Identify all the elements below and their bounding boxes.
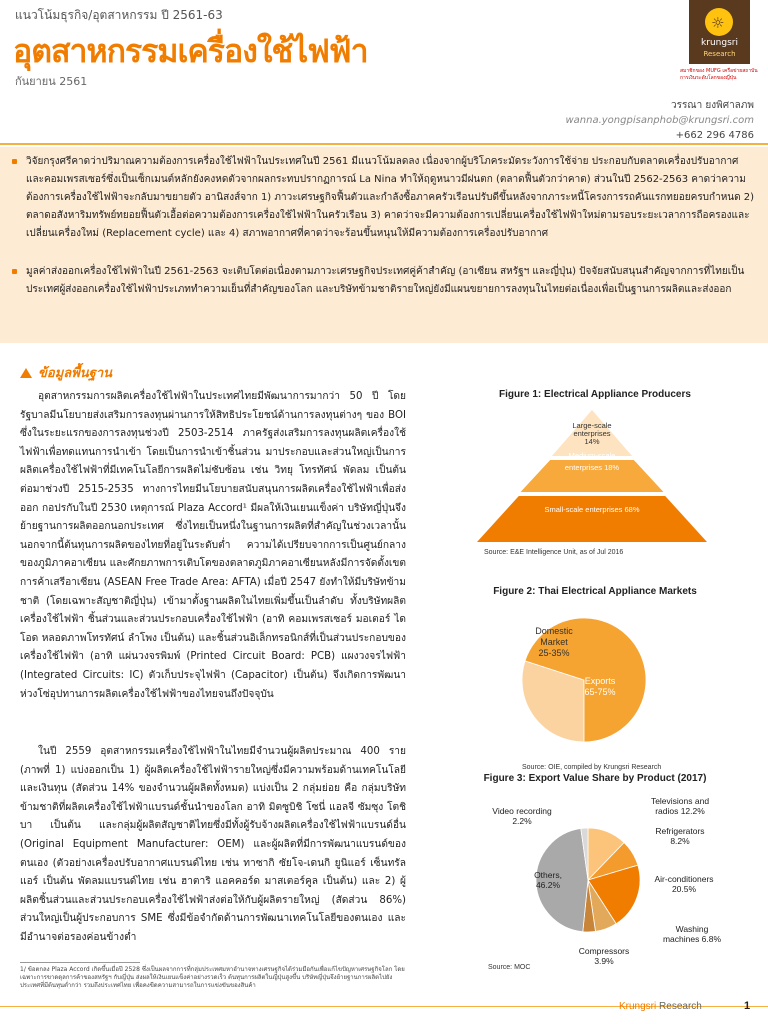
pyramid-label: enterprises xyxy=(573,429,611,438)
pie-label: Televisions and radios 12.2% xyxy=(650,796,710,816)
section-heading: ข้อมูลพื้นฐาน xyxy=(20,362,112,383)
page-number: 1 xyxy=(744,1000,751,1012)
pie-label: Air-conditioners 20.5% xyxy=(654,874,714,894)
pie-label: Video recording 2.2% xyxy=(492,806,552,826)
triangle-icon xyxy=(20,368,32,378)
author-block xyxy=(565,98,754,143)
body-paragraph: ในปี 2559 อุตสาหกรรมเครื่องใช้ไฟฟ้าในไทยมีจำนวนผู้ผลิตประมาณ 400 ราย (ภาพที่ 1) แบ่งออกเป็น 1) ผู้ผลิตเครื่องใช้ไฟฟ้ารายใหญ่ซึ่งมีความพร้อมด้านเทคโนโลยีและเงินทุน (สัดส่วน 14% ของจำนวนผู้ผลิตทั้งหมด) แบ่งเป็น 2 กลุ่มย่อย คือ กลุ่มบริษัทข้ามชาติที่ผลิตเครื่องใช้ไฟฟ้าแบรนด์ชั้นนำของโลก อาทิ มิตซูบิชิ โซนี่ แอลจี ซัมซุง โตชิบา เป็นต้น และกลุ่มผู้ผลิตสัญชาติไทยซึ่งมีทั้งผู้รับจ้างผลิตเครื่องใช้ไฟฟ้าแบรนด์อื่น (Original Equipment Manufacturer: OEM) และผู้ผลิตที่มีการพัฒนาแบรนด์ของตนเอง (ตัวอย่างเครื่องปรับอากาศแบรนด์ไทย เช่น ทาซากิ ซัยโจ-เดนกิ ยูนิแอร์ เซ็นทรัลแอร์ เป็นต้น พัดลมแบรนด์ไทย เช่น ฮาตาริ แอคคอร์ด มาสเตอร์คูล เป็นต้น) และ 2) ผู้ผลิตชิ้นส่วนและส่วนประกอบเครื่องใช้ไฟฟ้าส่งต่อให้กับผู้ผลิตรายใหญ่ (สัดส่วน 86%) ส่วนใหญ่เป็นผู้ประกอบการ SME ซึ่งมีข้อจำกัดด้านการพัฒนาเทคโนโลยีของตนเอง และมีอำนาจต่อรองค่อนข้างต่ำ xyxy=(20,746,406,943)
summary-box xyxy=(0,147,768,343)
pyramid-label: Large-scale xyxy=(572,421,612,430)
figure-3-pie xyxy=(480,790,768,975)
pyramid-tier-3 xyxy=(477,496,707,542)
mufg-tagline: สมาชิกของ MUFG เครือข่ายสถาบันการเงินระดับโลกของญี่ปุ่น xyxy=(680,68,758,81)
footnote-divider xyxy=(20,962,140,963)
author-name: วรรณา ยงพิศาลภพ xyxy=(670,100,754,111)
pie-label: Refrigerators 8.2% xyxy=(655,826,705,846)
author-phone: +662 296 4786 xyxy=(675,130,754,141)
header-divider xyxy=(0,143,768,145)
author-email[interactable]: wanna.yongpisanphob@krungsri.com xyxy=(565,115,754,126)
bullet-icon xyxy=(12,269,17,274)
pyramid-label: 14% xyxy=(584,437,600,446)
krungsri-logo xyxy=(689,0,750,64)
figure-1-title: Figure 1: Electrical Appliance Producers xyxy=(499,389,691,400)
footnote: 1/ ข้อตกลง Plaza Accord เกิดขึ้นเมื่อปี 2528 ซึ่งเป็นผลจากการที่กลุ่มประเทศมหาอำนาจทางเศรษฐกิจได้ร่วมมือกันเพื่อแก้ไขปัญหาเศรษฐกิจโลก โดยเฉพาะการขาดดุลการค้าของสหรัฐฯ กับญี่ปุ่น ส่งผลให้เงินเยนแข็งค่าอย่างรวดเร็ว ต้นทุนการผลิตในญี่ปุ่นสูงขึ้น บริษัทญี่ปุ่นจึงย้ายฐานการผลิตไปยังประเทศที่มีต้นทุนต่ำกว่า รวมถึงประเทศไทย เพื่อคงขีดความสามารถในการแข่งขันของสินค้า xyxy=(20,966,405,989)
pie-label: Others, 46.2% xyxy=(534,870,562,890)
figure-2-title: Figure 2: Thai Electrical Appliance Markets xyxy=(493,586,697,597)
summary-text: มูลค่าส่งออกเครื่องใช้ไฟฟ้าในปี 2561-2563 จะเติบโตต่อเนื่องตามภาวะเศรษฐกิจประเทศคู่ค้าสำคัญ (อาเซียน สหรัฐฯ และญี่ปุ่น) ปัจจัยสนับสนุนสำคัญจากการที่ไทยเป็นประเทศผู้ส่งออกเครื่องใช้ไฟฟ้าประเภททำความเย็นที่สำคัญของโลก และบริษัทข้ามชาติรายใหญ่ยังมีแผนขยายการลงทุนในไทยต่อเนื่องเพื่อเป็นฐานการผลิตและส่งออก xyxy=(26,266,745,295)
logo-name: krungsri xyxy=(701,38,738,48)
pyramid-label: Small-scale enterprises 68% xyxy=(544,505,640,514)
figure-3-title: Figure 3: Export Value Share by Product (2017) xyxy=(483,773,707,784)
report-date: กันยายน 2561 xyxy=(15,75,88,88)
pyramid-label: Medium-scale xyxy=(568,451,616,460)
figure-1-pyramid xyxy=(450,408,750,548)
bullet-icon xyxy=(12,159,17,164)
krungsri-emblem-icon: ☼ xyxy=(705,8,733,36)
figure-2-pie xyxy=(500,604,680,764)
figure-2-source: Source: OIE, compiled by Krungsri Research xyxy=(522,764,662,771)
logo-sub: Research xyxy=(703,50,736,58)
page-title: อุตสาหกรรมเครื่องใช้ไฟฟ้า xyxy=(13,32,368,70)
report-series: แนวโน้มธุรกิจ/อุตสาหกรรม ปี 2561-63 xyxy=(15,8,223,22)
figure-3-source: Source: MOC xyxy=(488,964,531,971)
body-paragraph: อุตสาหกรรมการผลิตเครื่องใช้ไฟฟ้าในประเทศไทยมีพัฒนาการมากว่า 50 ปี โดยรัฐบาลมีนโยบายส่งเสริมการลงทุนผ่านการให้สิทธิประโยชน์ด้านการลงทุนต่างๆ ของ BOI ซึ่งในระยะแรกของการลงทุนช่วงปี 2503-2514 ภาครัฐส่งเสริมการลงทุนผลิตเครื่องใช้ไฟฟ้าเพื่อทดแทนการนำเข้า โดยเป็นการนำเข้าชิ้นส่วน มาประกอบและส่วนใหญ่เป็นการผลิตเครื่องใช้ไฟฟ้าที่มีเทคโนโลยีการผลิตไม่ซับซ้อน เช่น วิทยุ โทรทัศน์ พัดลม เป็นต้น ต่อมาช่วงปี 2515-2535 ทางการไทยมีนโยบายสนับสนุนการผลิตเครื่องใช้ไฟฟ้าเพื่อส่งออก กอปรกับในปี 2530 เหตุการณ์ Plaza Accord¹ มีผลให้เงินเยนแข็งค่า บริษัทญี่ปุ่นจึงย้ายฐานการผลิตออกนอกประเทศ ซึ่งไทยเป็นหนึ่งในฐานการผลิตที่สำคัญในช่วงเวลานั้น นอกจากนี้ต้นทุนการผลิตของไทยที่อยู่ในระดับต่ำ ความได้เปรียบจากการเป็นศูนย์กลางของภูมิภาคอาเซียน และศักยภาพการเติบโตของตลาดภูมิภาคอาเซียนหลังมีการจัดตั้งเขตการค้าเสรีอาเซียน (ASEAN Free Trade Area: AFTA) เมื่อปี 2547 ยังทำให้มีบริษัทข้ามชาติ (โดยเฉพาะสัญชาติญี่ปุ่น) เข้ามาตั้งฐานผลิตในไทยเพิ่มขึ้นเป็นลำดับ ทั้งบริษัทผลิตเครื่องใช้ไฟฟ้า ชิ้นส่วนและส่วนประกอบเครื่องใช้ไฟฟ้า (อาทิ คอมเพรสเซอร์ มอเตอร์ ไดโอด หลอดภาพโทรทัศน์ ลำโพง เป็นต้น) และชิ้นส่วนอิเล็กทรอนิกส์ที่เป็นส่วนประกอบของเครื่องใช้ไฟฟ้า (อาทิ แผ่นวงจรพิมพ์ (Printed Circuit Board: PCB) แผงวงจรไฟฟ้า (Integrated Circuits: IC) ตัวเก็บประจุไฟฟ้า (Capacitor) เป็นต้น) จึงเกิดการพัฒนาห่วงโซ่อุปทานการผลิตเครื่องใช้ไฟฟ้าของไทยจนถึงปัจจุบัน xyxy=(20,391,406,700)
summary-bullet xyxy=(12,263,756,299)
pie-label: Washing machines 6.8% xyxy=(662,924,722,944)
figure-1-source: Source: E&E Intelligence Unit, as of Jul 2016 xyxy=(484,549,624,556)
summary-text: วิจัยกรุงศรีคาดว่าปริมาณความต้องการเครื่องใช้ไฟฟ้าในประเทศในปี 2561 มีแนวโน้มลดลง เนื่องจากผู้บริโภคระมัดระวังการใช้จ่าย ประกอบกับตลาดเครื่องปรับอากาศและคอมเพรสเซอร์ซึ่งเป็นเซ็กเมนต์หลักยังคงหดตัวจากผลกระทบปรากฏการณ์ La Nina ทำให้ฤดูหนาวมีฝนตก (ตลาดฟื้นตัวกว่าคาด) ส่วนในปี 2562-2563 คาดว่าความต้องการเครื่องใช้ไฟฟ้าจะกลับมาขยายตัว อานิสงส์จาก 1) ภาวะเศรษฐกิจฟื้นตัวและกำลังซื้อภาคครัวเรือนปรับดีขึ้นหลังจากภาระหนี้โครงการรถคันแรกทยอยครบกำหนด 2) ตลาดอสังหาริมทรัพย์ทยอยฟื้นตัวเอื้อต่อความต้องการเครื่องใช้ไฟฟ้าในครัวเรือน 3) คาดว่าจะมีความต้องการเปลี่ยนเครื่องใช้ไฟฟ้าใหม่ตามรอบระยะเวลาการถือครองและเปลี่ยนเครื่องใหม่ (Replacement cycle) และ 4) สภาพอากาศที่คาดว่าจะร้อนขึ้นหนุนให้มีความต้องการเครื่องปรับอากาศ xyxy=(26,156,755,239)
summary-bullet xyxy=(12,153,756,243)
pie-label: Compressors 3.9% xyxy=(578,946,630,966)
pyramid-label: enterprises 18% xyxy=(564,463,620,472)
pie-label-exports: Exports 65-75% xyxy=(584,676,616,697)
pie-label-domestic: Domestic Market 25-35% xyxy=(535,626,573,658)
footer-brand: Krungsri Research xyxy=(619,1001,702,1012)
